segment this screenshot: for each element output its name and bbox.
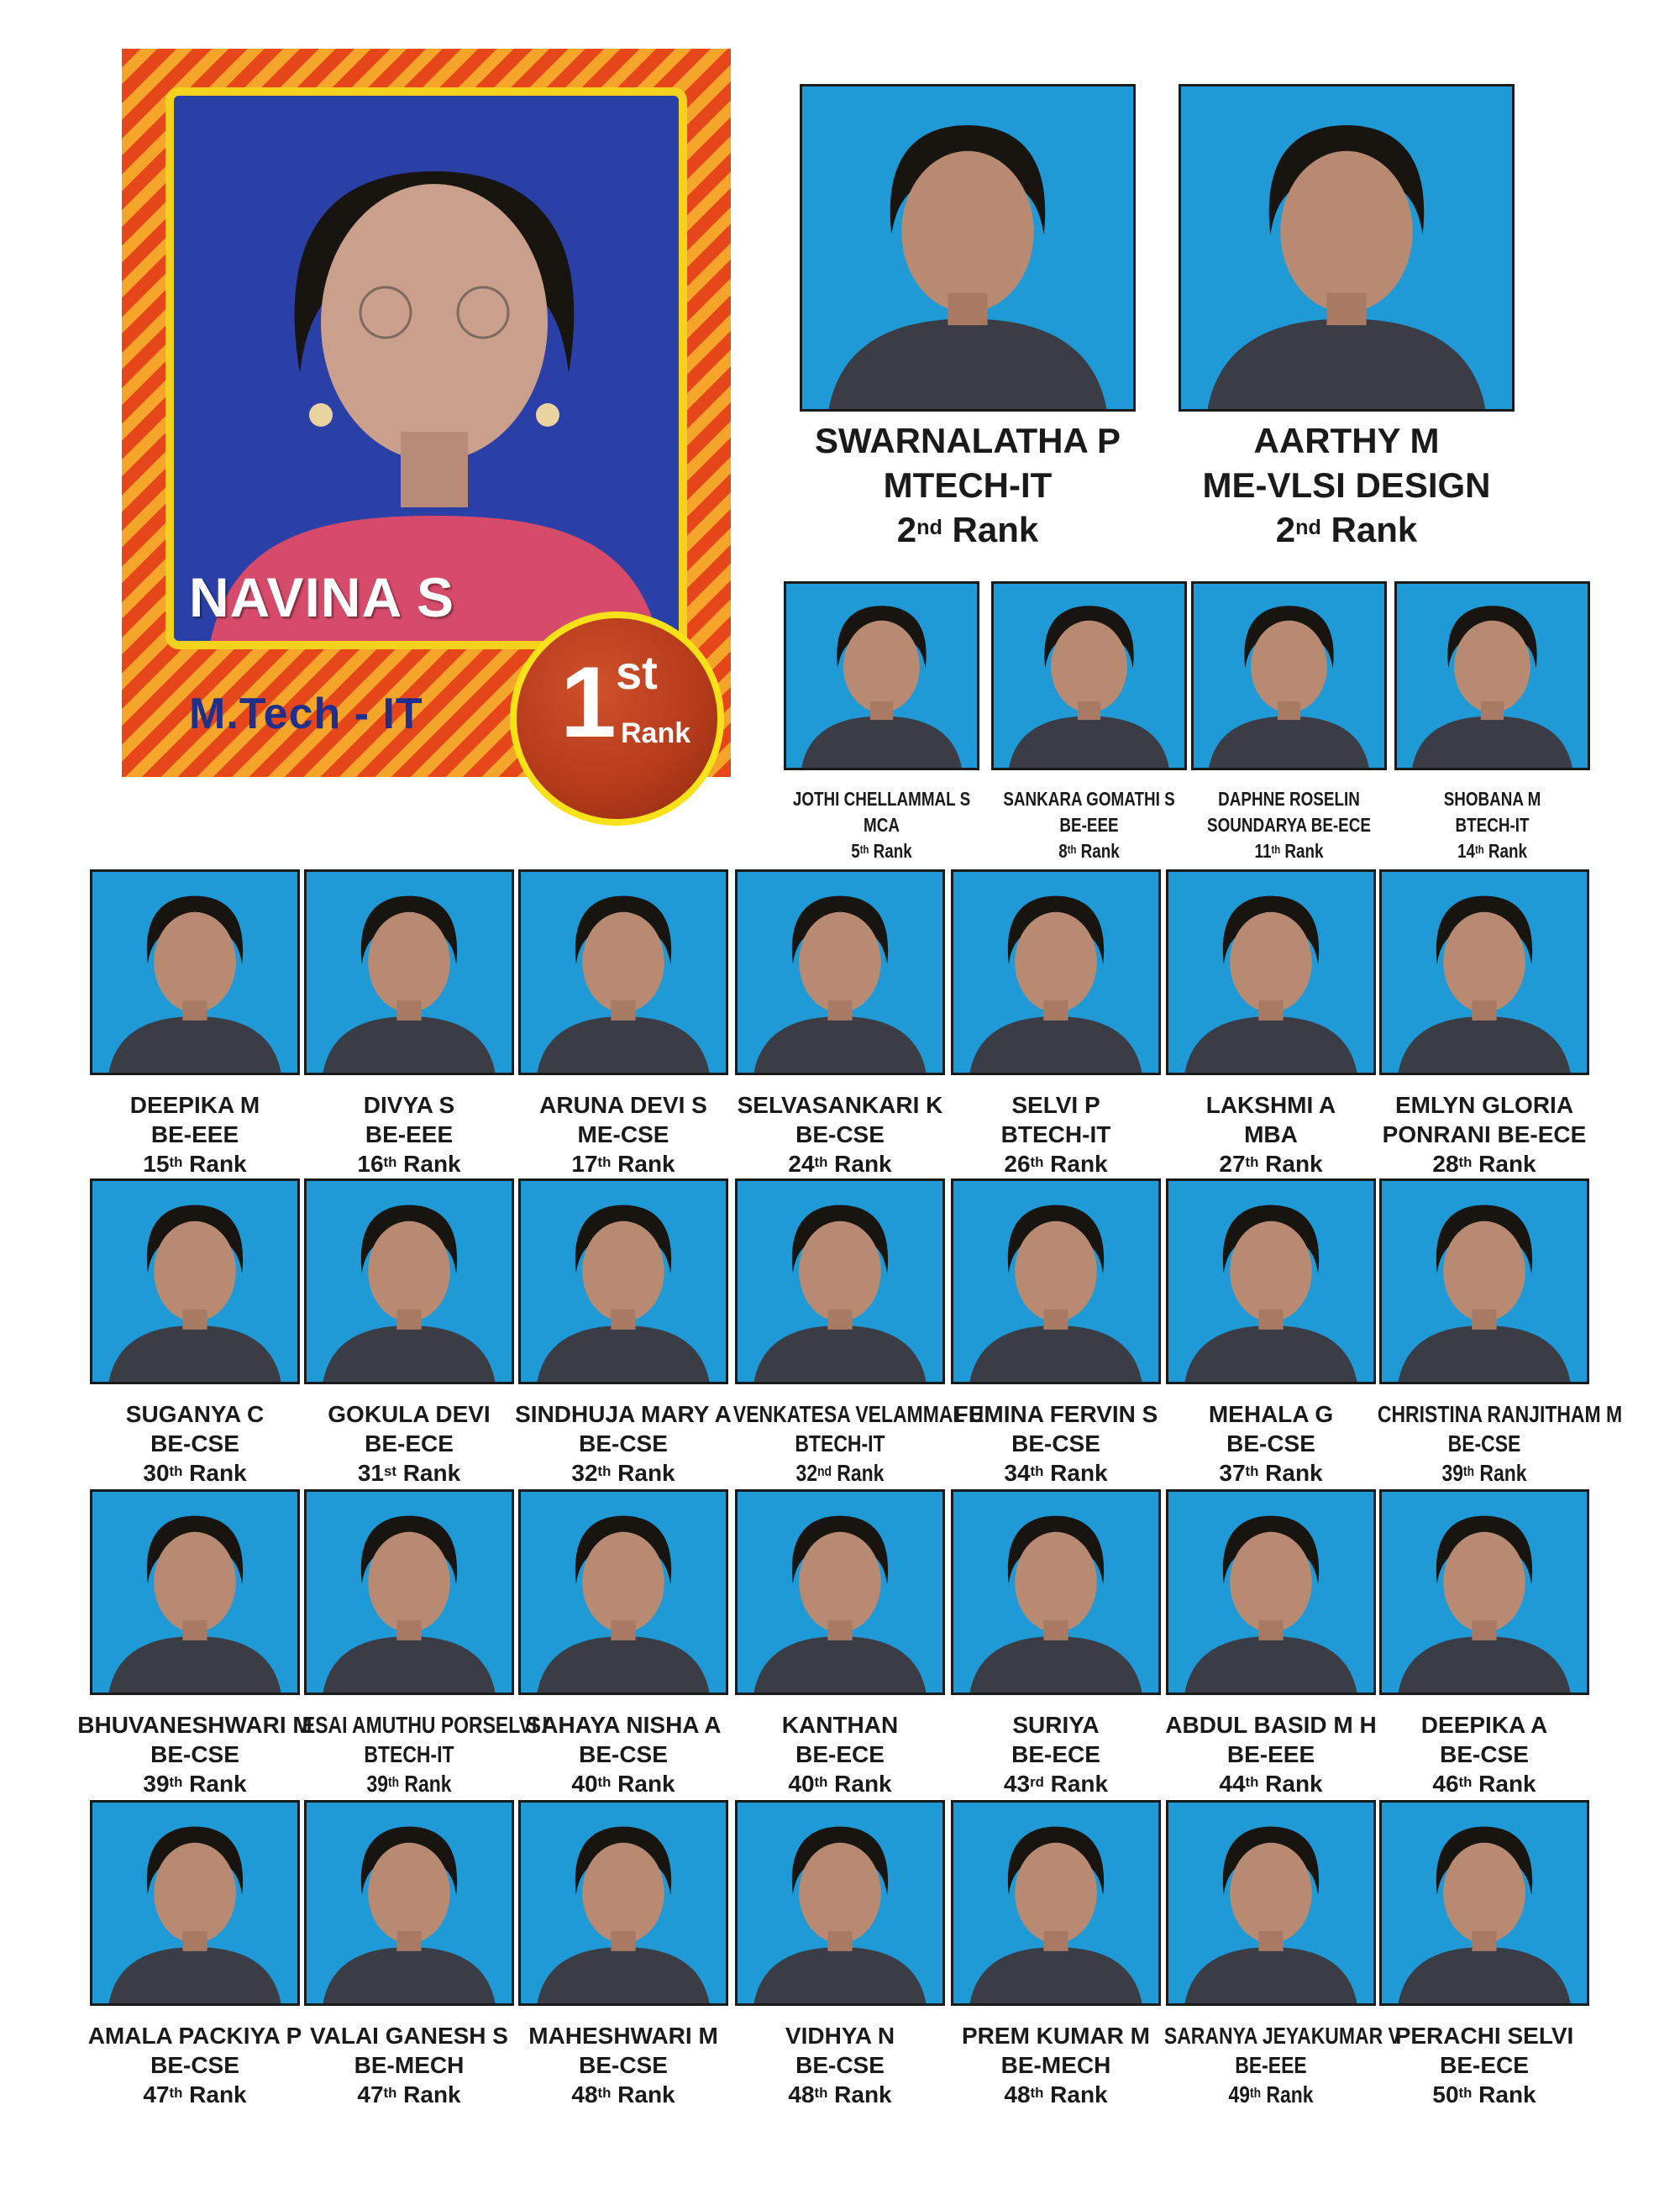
portrait-illustration [521, 1492, 726, 1693]
student-photo [735, 1178, 945, 1384]
student-photo [304, 869, 514, 1075]
student-name: ABDUL BASID M H [1165, 1712, 1377, 1738]
student-rank: 32th Rank [571, 1460, 675, 1486]
student-course: BE-CSE [1447, 1430, 1521, 1457]
student-rank: 44th Rank [1219, 1771, 1323, 1797]
student-name: SURIYA [1012, 1712, 1100, 1738]
student-photo [518, 869, 728, 1075]
portrait-illustration [738, 1803, 942, 2003]
portrait-illustration [1382, 1803, 1587, 2003]
student-name: JOTHI CHELLAMMAL S [792, 788, 971, 810]
student-name: AARTHY M [1253, 421, 1440, 460]
portrait-illustration [953, 1181, 1158, 1382]
student-course: BE-EEE [150, 1121, 239, 1147]
student-course: BE-EEE [365, 1121, 454, 1147]
student-photo [1394, 581, 1590, 770]
student-course: MCA [864, 814, 900, 836]
student-photo [951, 1489, 1161, 1695]
student-course: BE-CSE [795, 2052, 885, 2078]
student-name: ESAI AMUTHU PORSELVI I [302, 1712, 549, 1738]
portrait-illustration [953, 1492, 1158, 1693]
first-rank-badge [510, 611, 724, 826]
student-name: DEEPIKA A [1420, 1712, 1548, 1738]
portrait-illustration [738, 1492, 942, 1693]
student-photo [951, 1800, 1161, 2006]
student-name: CHRISTINA RANJITHAM M [1377, 1401, 1623, 1427]
student-name: SINDHUJA MARY A [515, 1401, 732, 1427]
student-rank: 16th Rank [357, 1151, 461, 1177]
first-rank-word: Rank [621, 717, 691, 749]
student-name: SELVASANKARI K [737, 1092, 943, 1118]
student-course: SOUNDARYA BE-ECE [1207, 814, 1371, 836]
student-photo [1166, 1489, 1376, 1695]
student-course: BE-ECE [795, 1741, 885, 1767]
portrait-illustration [521, 1181, 726, 1382]
student-photo [90, 1800, 300, 2006]
student-course: MTECH-IT [883, 465, 1053, 505]
student-photo [90, 1489, 300, 1695]
student-course: BE-MECH [354, 2052, 465, 2078]
student-name: KANTHAN [781, 1712, 899, 1738]
student-photo [784, 581, 979, 770]
portrait-illustration [1168, 872, 1373, 1073]
student-photo [518, 1178, 728, 1384]
student-course: BTECH-IT [795, 1430, 885, 1457]
student-course: BE-MECH [1000, 2052, 1111, 2078]
portrait-illustration [802, 87, 1133, 409]
student-course: BE-CSE [1226, 1430, 1315, 1457]
student-rank: 49th Rank [1228, 2081, 1314, 2107]
student-name: SWARNALATHA P [815, 421, 1121, 460]
student-course: BTECH-IT [364, 1741, 454, 1767]
student-photo [518, 1489, 728, 1695]
portrait-illustration [1382, 872, 1587, 1073]
portrait-illustration [738, 1181, 942, 1382]
student-name: EMLYN GLORIA [1394, 1092, 1574, 1118]
student-name: AMALA PACKIYA P [87, 2023, 302, 2049]
student-name: SHOBANA M [1443, 788, 1541, 810]
student-photo [951, 1178, 1161, 1384]
student-rank: 47th Rank [357, 2081, 461, 2107]
portrait-illustration [307, 1803, 512, 2003]
student-rank: 8th Rank [1058, 840, 1120, 862]
portrait-illustration [521, 872, 726, 1073]
portrait-illustration [786, 584, 977, 768]
student-photo [1379, 1489, 1589, 1695]
student-rank: 2nd Rank [896, 510, 1039, 549]
student-photo [1191, 581, 1387, 770]
student-rank: 39th Rank [366, 1771, 452, 1797]
student-photo [1166, 869, 1376, 1075]
portrait-illustration [1168, 1492, 1373, 1693]
student-photo [1179, 84, 1515, 412]
student-rank: 30th Rank [143, 1460, 247, 1486]
portrait-illustration [1194, 584, 1384, 768]
student-course: BTECH-IT [1000, 1121, 1111, 1147]
student-photo [304, 1800, 514, 2006]
first-rank-number: 1 [560, 646, 617, 758]
student-rank: 34th Rank [1004, 1460, 1108, 1486]
student-course: ME-CSE [577, 1121, 669, 1147]
student-course: BE-CSE [1011, 1430, 1100, 1457]
student-course: BTECH-IT [1455, 814, 1530, 836]
first-rank-card [122, 49, 731, 777]
student-course: BE-ECE [365, 1430, 454, 1457]
student-rank: 2nd Rank [1275, 510, 1418, 549]
portrait-illustration [521, 1803, 726, 2003]
student-photo [1379, 1800, 1589, 2006]
student-name: MEHALA G [1208, 1401, 1334, 1427]
student-photo [951, 869, 1161, 1075]
student-rank: 27th Rank [1219, 1151, 1323, 1177]
student-rank: 46th Rank [1432, 1771, 1536, 1797]
portrait-illustration [953, 872, 1158, 1073]
student-course: PONRANI BE-ECE [1382, 1121, 1587, 1147]
student-course: BE-CSE [795, 1121, 885, 1147]
student-name: DAPHNE ROSELIN [1218, 788, 1360, 810]
student-name: ARUNA DEVI S [539, 1092, 707, 1118]
student-photo [90, 1178, 300, 1384]
student-name: SAHAYA NISHA A [525, 1712, 722, 1738]
student-name: VENKATESA VELAMMAL U [732, 1401, 984, 1427]
portrait-illustration [92, 1181, 297, 1382]
portrait-illustration [92, 872, 297, 1073]
student-rank: 48th Rank [571, 2081, 675, 2107]
student-course: BE-CSE [1440, 1741, 1529, 1767]
student-rank: 40th Rank [788, 1771, 892, 1797]
student-rank: 15th Rank [143, 1151, 247, 1177]
student-name: BHUVANESHWARI M [77, 1712, 312, 1738]
student-name: MAHESHWARI M [528, 2023, 718, 2049]
student-rank: 32nd Rank [795, 1460, 885, 1486]
first-rank-suffix: st [616, 646, 658, 699]
first-rank-course: M.Tech - IT [189, 690, 423, 738]
student-rank: 14th Rank [1457, 840, 1528, 862]
student-name: DEEPIKA M [129, 1092, 260, 1118]
student-rank: 37th Rank [1219, 1460, 1323, 1486]
student-name: LAKSHMI A [1205, 1092, 1336, 1118]
student-photo [1166, 1800, 1376, 2006]
student-rank: 26th Rank [1004, 1151, 1108, 1177]
student-course: BE-ECE [1440, 2052, 1529, 2078]
student-rank: 31st Rank [357, 1460, 461, 1486]
student-photo [1379, 869, 1589, 1075]
portrait-illustration [1397, 584, 1588, 768]
student-course: BE-EEE [1226, 1741, 1315, 1767]
student-name: SUGANYA C [125, 1401, 265, 1427]
student-course: BE-EEE [1235, 2052, 1307, 2078]
student-photo [304, 1178, 514, 1384]
student-photo [735, 869, 945, 1075]
student-course: BE-CSE [150, 2052, 239, 2078]
student-rank: 39th Rank [143, 1771, 247, 1797]
student-course: BE-CSE [579, 1430, 668, 1457]
student-name: SELVI P [1011, 1092, 1100, 1118]
student-name: SARANYA JEYAKUMAR V [1163, 2023, 1401, 2049]
portrait-illustration [307, 1181, 512, 1382]
portrait-illustration [307, 872, 512, 1073]
first-rank-name: NAVINA S [189, 566, 455, 628]
student-rank: 39th Rank [1441, 1460, 1527, 1486]
student-course: BE-CSE [579, 2052, 668, 2078]
student-name: PREM KUMAR M [962, 2023, 1150, 2049]
student-rank: 50th Rank [1432, 2081, 1536, 2107]
student-name: FEMINA FERVIN S [953, 1401, 1158, 1427]
student-rank: 40th Rank [571, 1771, 675, 1797]
portrait-illustration [953, 1803, 1158, 2003]
student-course: BE-EEE [1059, 814, 1119, 836]
portrait-illustration [1168, 1803, 1373, 2003]
student-rank: 43rd Rank [1003, 1771, 1109, 1797]
student-course: BE-CSE [579, 1741, 668, 1767]
student-photo [991, 581, 1187, 770]
portrait-illustration [1382, 1492, 1587, 1693]
portrait-illustration [738, 872, 942, 1073]
student-course: BE-CSE [150, 1430, 239, 1457]
student-rank: 48th Rank [1004, 2081, 1108, 2107]
portrait-illustration [994, 584, 1184, 768]
student-photo [1379, 1178, 1589, 1384]
portrait-illustration [1181, 87, 1512, 409]
student-photo [735, 1489, 945, 1695]
student-rank: 5th Rank [851, 840, 912, 862]
student-photo [518, 1800, 728, 2006]
student-name: GOKULA DEVI [328, 1401, 491, 1427]
student-rank: 11th Rank [1254, 840, 1324, 862]
portrait-illustration [1382, 1181, 1587, 1382]
portrait-illustration [92, 1492, 297, 1693]
portrait-illustration [1168, 1181, 1373, 1382]
student-course: MBA [1244, 1121, 1298, 1147]
student-photo [90, 869, 300, 1075]
student-photo [1166, 1178, 1376, 1384]
student-course: BE-ECE [1011, 1741, 1100, 1767]
student-photo [735, 1800, 945, 2006]
student-photo [304, 1489, 514, 1695]
student-name: SANKARA GOMATHI S [1003, 788, 1175, 810]
student-name: PERACHI SELVI [1394, 2023, 1574, 2049]
student-rank: 24th Rank [788, 1151, 892, 1177]
student-name: VIDHYA N [785, 2023, 895, 2049]
student-rank: 48th Rank [788, 2081, 892, 2107]
student-name: DIVYA S [363, 1092, 455, 1118]
student-photo [800, 84, 1136, 412]
student-course: ME-VLSI DESIGN [1202, 465, 1491, 505]
student-rank: 17th Rank [571, 1151, 675, 1177]
student-rank: 28th Rank [1432, 1151, 1536, 1177]
student-name: VALAI GANESH S [310, 2023, 508, 2049]
student-course: BE-CSE [150, 1741, 239, 1767]
portrait-illustration [92, 1803, 297, 2003]
student-rank: 47th Rank [143, 2081, 247, 2107]
portrait-illustration [307, 1492, 512, 1693]
